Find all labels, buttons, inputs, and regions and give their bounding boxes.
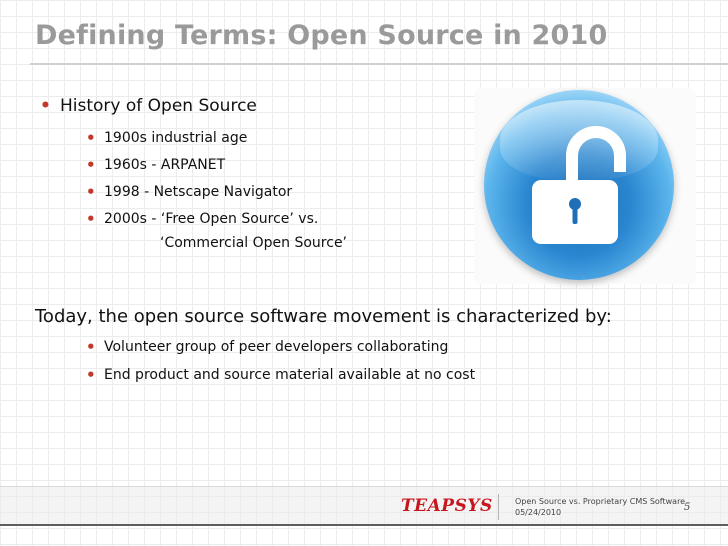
page-number: 5 xyxy=(684,502,691,513)
today-heading: Today, the open source software movement is characterized by: xyxy=(35,306,612,327)
history-item: 1998 - Netscape Navigator xyxy=(104,184,293,200)
bullet-icon: • xyxy=(86,129,96,147)
list-item xyxy=(86,211,318,238)
slide-title: Defining Terms: Open Source in 2010 xyxy=(35,20,608,51)
today-item: End product and source material available at no cost xyxy=(104,367,476,383)
bullet-icon: • xyxy=(86,156,96,174)
list-item xyxy=(86,367,475,395)
history-heading-list xyxy=(40,96,257,116)
footer-divider xyxy=(0,524,728,526)
bullet-icon: • xyxy=(86,183,96,201)
list-item xyxy=(86,339,475,367)
list-item xyxy=(86,184,318,211)
brand-logo: TEAPSYS xyxy=(401,496,493,516)
today-item: Volunteer group of peer developers collaborating xyxy=(104,339,449,355)
history-item: 2000s - ‘Free Open Source’ vs. xyxy=(104,211,319,227)
bullet-icon: • xyxy=(86,338,96,356)
history-heading: History of Open Source xyxy=(60,96,257,116)
footer-separator xyxy=(498,494,499,520)
today-list xyxy=(86,339,475,395)
footer-date: 05/24/2010 xyxy=(515,508,562,517)
bullet-icon: • xyxy=(86,366,96,384)
footer-subject: Open Source vs. Proprietary CMS Software xyxy=(515,497,686,506)
history-item-continuation: ‘Commercial Open Source’ xyxy=(160,235,348,251)
open-padlock-icon xyxy=(484,90,674,280)
list-item xyxy=(86,157,318,184)
bullet-icon: • xyxy=(86,210,96,228)
history-item: 1960s - ARPANET xyxy=(104,157,226,173)
title-divider xyxy=(30,63,728,65)
bullet-icon: • xyxy=(40,96,51,116)
padlock-graphic xyxy=(484,90,674,280)
history-list xyxy=(86,130,318,238)
list-item xyxy=(86,130,318,157)
footer-info xyxy=(515,496,685,518)
illustration-panel xyxy=(474,88,696,284)
history-item: 1900s industrial age xyxy=(104,130,248,146)
list-item xyxy=(40,96,257,116)
